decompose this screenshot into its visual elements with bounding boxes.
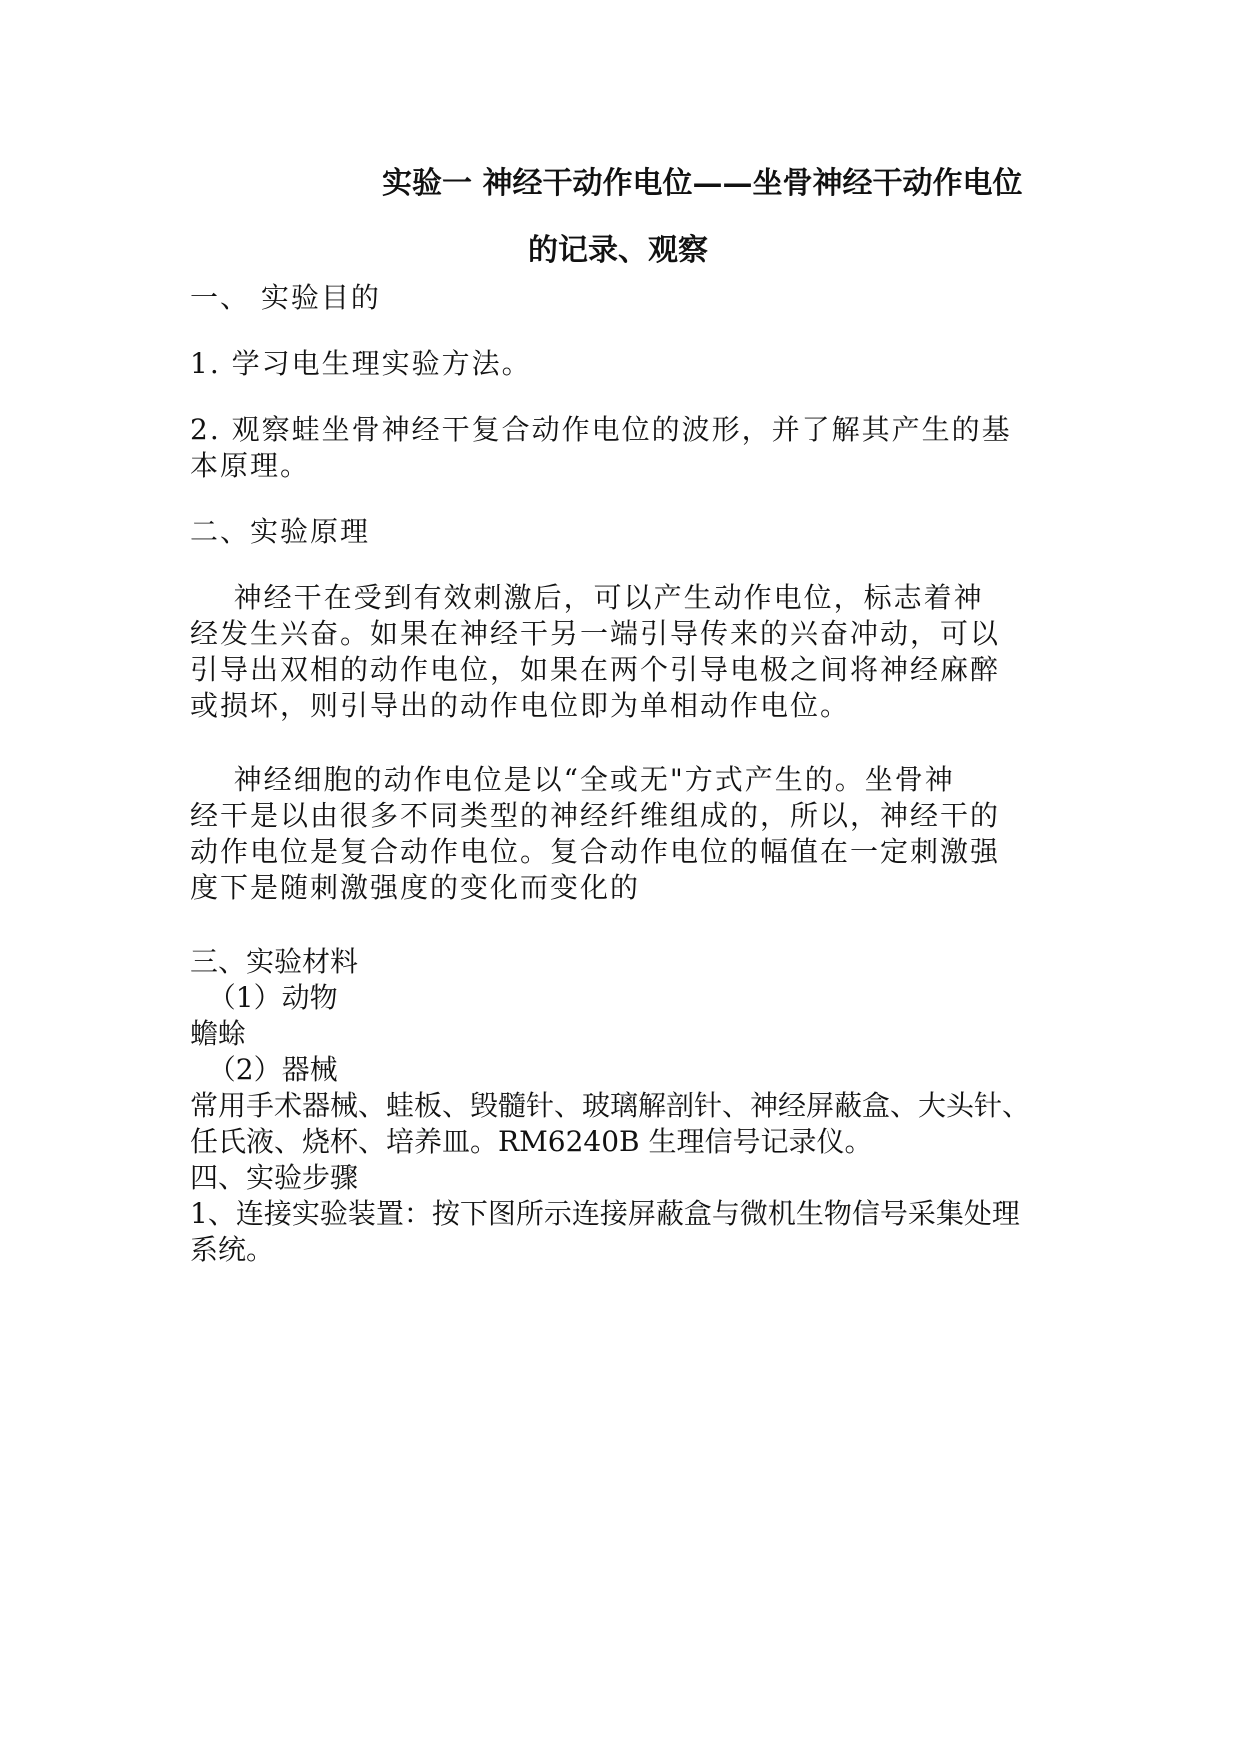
principle-paragraph-2-line: 动作电位是复合动作电位。复合动作电位的幅值在一定刺激强 [190, 835, 1001, 868]
materials-sub-equipment: （2）器械 [190, 1053, 338, 1086]
section-heading-principle: 二、实验原理 [190, 515, 371, 548]
section-heading-steps: 四、实验步骤 [190, 1161, 359, 1194]
materials-equipment-line2: 任氏液、烧杯、培养皿。RM6240B 生理信号记录仪。 [190, 1125, 873, 1158]
principle-paragraph-1-line: 经发生兴奋。如果在神经干另一端引导传来的兴奋冲动，可以 [190, 617, 1001, 650]
principle-paragraph-2-line: 神经细胞的动作电位是以“全或无"方式产生的。坐骨神 [190, 763, 955, 796]
document-title-line1: 实验一 神经干动作电位——坐骨神经干动作电位 [382, 166, 1023, 201]
purpose-item-1: 1. 学习电生理实验方法。 [190, 347, 532, 380]
principle-paragraph-2 [190, 762, 1052, 906]
materials-animal: 蟾蜍 [190, 1017, 247, 1050]
principle-paragraph-1-line: 神经干在受到有效刺激后，可以产生动作电位，标志着神 [190, 581, 984, 614]
purpose-item-2-line2: 本原理。 [190, 449, 311, 482]
steps-item-1-line1: 1、连接实验装置：按下图所示连接屏蔽盒与微机生物信号采集处理 [190, 1197, 1020, 1230]
principle-paragraph-2-line: 经干是以由很多不同类型的神经纤维组成的，所以，神经干的 [190, 799, 1001, 832]
principle-paragraph-1-line: 或损坏，则引导出的动作电位即为单相动作电位。 [190, 689, 851, 722]
materials-equipment-line1: 常用手术器械、蛙板、毁髓针、玻璃解剖针、神经屏蔽盒、大头针、 [190, 1089, 1031, 1122]
materials-sub-animal: （1）动物 [190, 981, 338, 1014]
section-heading-purpose: 一、 实验目的 [190, 281, 381, 314]
document-title-line2: 的记录、观察 [528, 233, 708, 268]
principle-paragraph-2-line: 度下是随刺激强度的变化而变化的 [190, 871, 641, 904]
purpose-item-2-line1: 2. 观察蛙坐骨神经干复合动作电位的波形，并了解其产生的基 [190, 413, 1012, 446]
steps-item-1-line2: 系统。 [190, 1233, 275, 1266]
section-heading-materials: 三、实验材料 [190, 945, 359, 978]
principle-paragraph-1-line: 引导出双相的动作电位，如果在两个引导电极之间将神经麻醉 [190, 653, 1001, 686]
principle-paragraph-1 [190, 580, 1052, 724]
